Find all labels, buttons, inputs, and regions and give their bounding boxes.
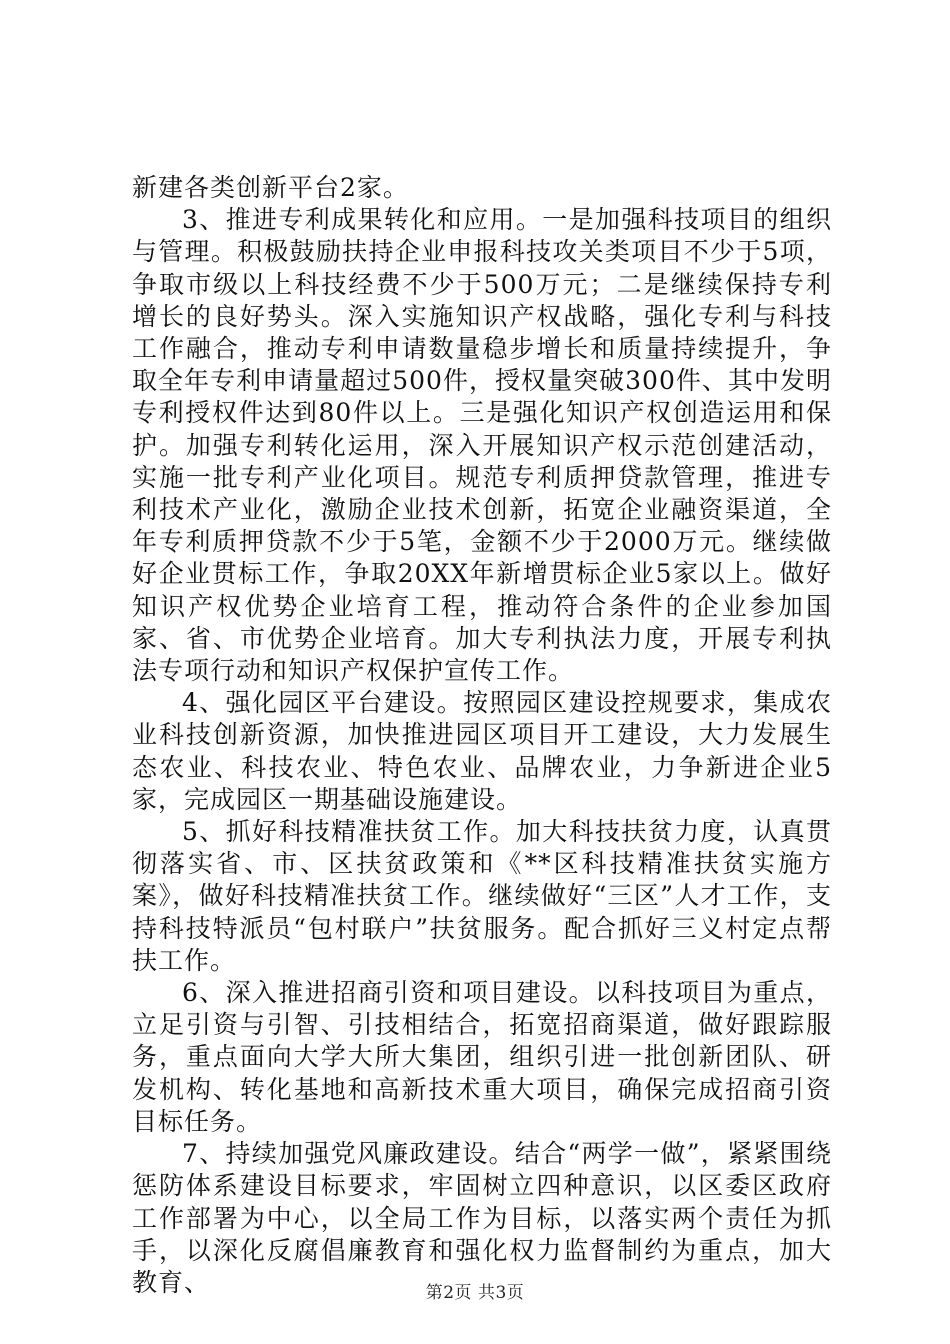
paragraph-item-4: 4、强化园区平台建设。按照园区建设控规要求，集成农业科技创新资源，加快推进园区项目开工建设，大力发展生态农业、科技农业、特色农业、品牌农业，力争新进企业5家，完成园区一期基础设施建设。 — [132, 688, 832, 814]
paragraph-item-3: 3、推进专利成果转化和应用。一是加强科技项目的组织与管理。积极鼓励扶持企业申报科技攻关类项目不少于5项，争取市级以上科技经费不少于500万元；二是继续保持专利增长的良好势头。深入实施知识产权战略，强化专利与科技工作融合，推动专利申请数量稳步增长和质量持续提升，争取全年专利申请量超过500件，授权量突破300件、其中发明专利授权件达到80件以上。三是强化知识产权创造运用和保护。加强专利转化运用，深入开展知识产权示范创建活动，实施一批专利产业化项目。规范专利质押贷款管理，推进专利技术产业化，激励企业技术创新，拓宽企业融资渠道，全年专利质押贷款不少于5笔，金额不少于2000万元。继续做好企业贯标工作，争取20XX年新增贯标企业5家以上。做好知识产权优势企业培育工程，推动符合条件的企业参加国家、省、市优势企业培育。加大专利执法力度，开展专利执法专项行动和知识产权保护宣传工作。 — [132, 205, 832, 686]
page-number-footer: 第2页 共3页 — [425, 1283, 525, 1303]
document-body — [132, 172, 832, 1299]
paragraph-continuation: 新建各类创新平台2家。 — [132, 173, 409, 202]
paragraph-item-7: 7、持续加强党风廉政建设。结合“两学一做”，紧紧围绕惩防体系建设目标要求，牢固树立四种意识，以区委区政府工作部署为中心，以全局工作为目标，以落实两个责任为抓手，以深化反腐倡廉教育和强化权力监督制约为重点，加大教育、 — [132, 1139, 832, 1297]
paragraph-item-6: 6、深入推进招商引资和项目建设。以科技项目为重点，立足引资与引智、引技相结合，拓宽招商渠道，做好跟踪服务，重点面向大学大所大集团，组织引进一批创新团队、研发机构、转化基地和高新技术重大项目，确保完成招商引资目标任务。 — [132, 978, 832, 1136]
paragraph-item-5: 5、抓好科技精准扶贫工作。加大科技扶贫力度，认真贯彻落实省、市、区扶贫政策和《**区科技精准扶贫实施方案》，做好科技精准扶贫工作。继续做好“三区”人才工作，支持科技特派员“包村联户”扶贫服务。配合抓好三义村定点帮扶工作。 — [132, 817, 832, 975]
